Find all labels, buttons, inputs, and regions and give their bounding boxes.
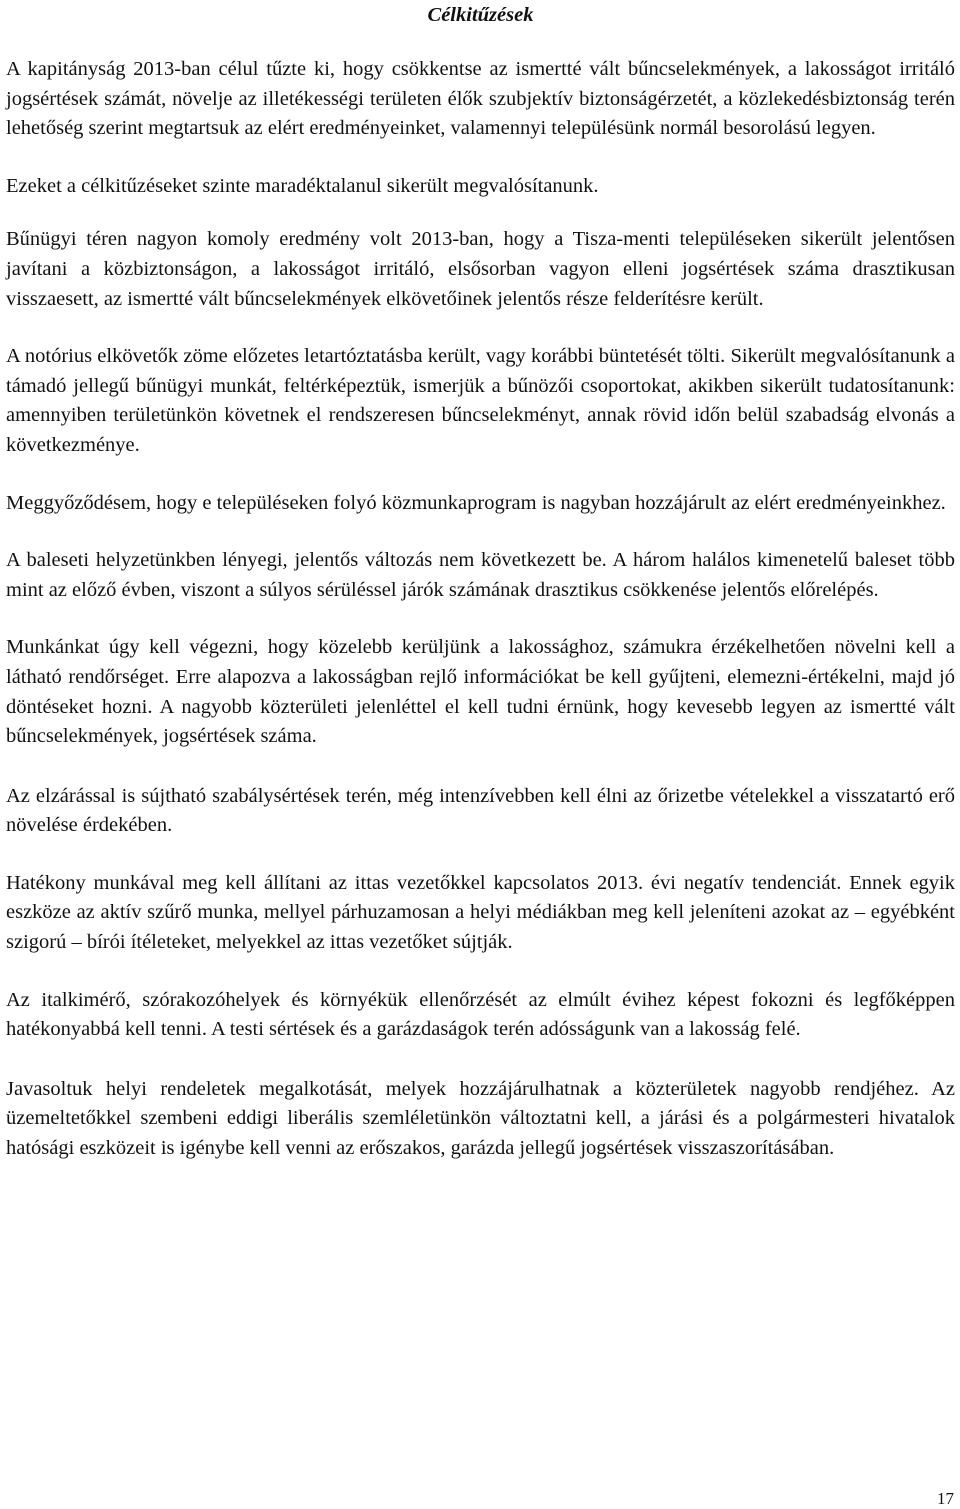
paragraph-venues: Az italkimérő, szórakozóhelyek és környékük ellenőrzését az elmúlt évihez képest fokozni és legfőképpen hatékonyabbá kell tenni. A testi sértések és a garázdaságok terén adósságunk van a lakosság felé. — [6, 988, 955, 1041]
paragraph-custody: Az elzárással is sújtható szabálysértések terén, még intenzívebben kell élni az őrizetbe vételekkel a visszatartó erő növelése érdekében. — [6, 784, 955, 837]
document-page — [6, 0, 955, 1164]
paragraph-criminal-results: Bűnügyi téren nagyon komoly eredmény volt 2013-ban, hogy a Tisza-menti településeken sikerült jelentősen javítani a közbiztonságon, a lakosságot irritáló, elsősorban vagyon elleni jogsértések száma drasztikusan visszaesett, az ismertté vált bűncselekmények elkövetőinek jelentős része felderítésre került. — [6, 228, 955, 310]
paragraph-local-regulations: Javasoltuk helyi rendeletek megalkotását, melyek hozzájárulhatnak a közterületek nagyobb rendjéhez. Az üzemeltetőkkel szembeni eddigi liberális szemléletünkön változtatni kell, a járási és a polgármesteri hivatalok hatósági eszközeit is igénybe kell venni az erőszakos, garázda jellegű jogsértések visszaszorításában. — [6, 1077, 955, 1160]
paragraph-accidents: A baleseti helyzetünkben lényegi, jelentős változás nem következett be. A három halálos kimenetelű baleset több mint az előző évben, viszont a súlyos sérüléssel járók számának drasztikus csökkenése jelentős előrelépés. — [6, 549, 955, 601]
paragraph-goals: A kapitányság 2013-ban célul tűzte ki, hogy csökkentse az ismertté vált bűncselekmények, a lakosságot irritáló jogsértések számát, növelje az illetékességi területen élők szubjektív biztonságérzetét, a közlekedésbiztonság terén lehetőség szerint megtartsuk az elért eredményeinket, valamennyi településünk normál besorolású legyen. — [6, 58, 955, 140]
page-number: 17 — [937, 1489, 954, 1508]
document-title: Célkitűzések — [427, 4, 534, 26]
paragraph-offenders: A notórius elkövetők zöme előzetes letartóztatásba került, vagy korábbi büntetését tölti. Sikerült megvalósítanunk a támadó jellegű bűnügyi munkát, feltérképeztük, ismerjük a bűnözői csoportokat, akikben sikerült tudatosítanunk: amennyiben területünkön követnek el rendszeresen bűncselekményt, annak rövid időn belül szabadság elvonás a következménye. — [6, 345, 955, 456]
paragraph-visible-police: Munkánkat úgy kell végezni, hogy közelebb kerüljünk a lakossághoz, számukra érzékelhetően növelni kell a látható rendőrséget. Erre alapozva a lakosságban rejlő információkat be kell gyűjteni, elemezni-értékelni, majd jó döntéseket hozni. A nagyobb közterületi jelenléttel el kell tudni érnünk, hogy kevesebb legyen az ismertté vált bűncselekmények, jogsértések száma. — [6, 636, 955, 748]
paragraph-public-works: Meggyőződésem, hogy e településeken folyó közmunkaprogram is nagyban hozzájárult az elért eredményeinkhez. — [6, 491, 946, 514]
paragraph-drunk-drivers: Hatékony munkával meg kell állítani az ittas vezetőkkel kapcsolatos 2013. évi negatív tendenciát. Ennek egyik eszköze az aktív szűrő munka, mellyel párhuzamosan a helyi médiákban meg kell jeleníteni azokat az – egyébként szigorú – bírói ítéleteket, melyekkel az ittas vezetőket sújtják. — [6, 871, 955, 954]
paragraph-achieved: Ezeket a célkitűzéseket szinte maradéktalanul sikerült megvalósítanunk. — [6, 174, 599, 197]
